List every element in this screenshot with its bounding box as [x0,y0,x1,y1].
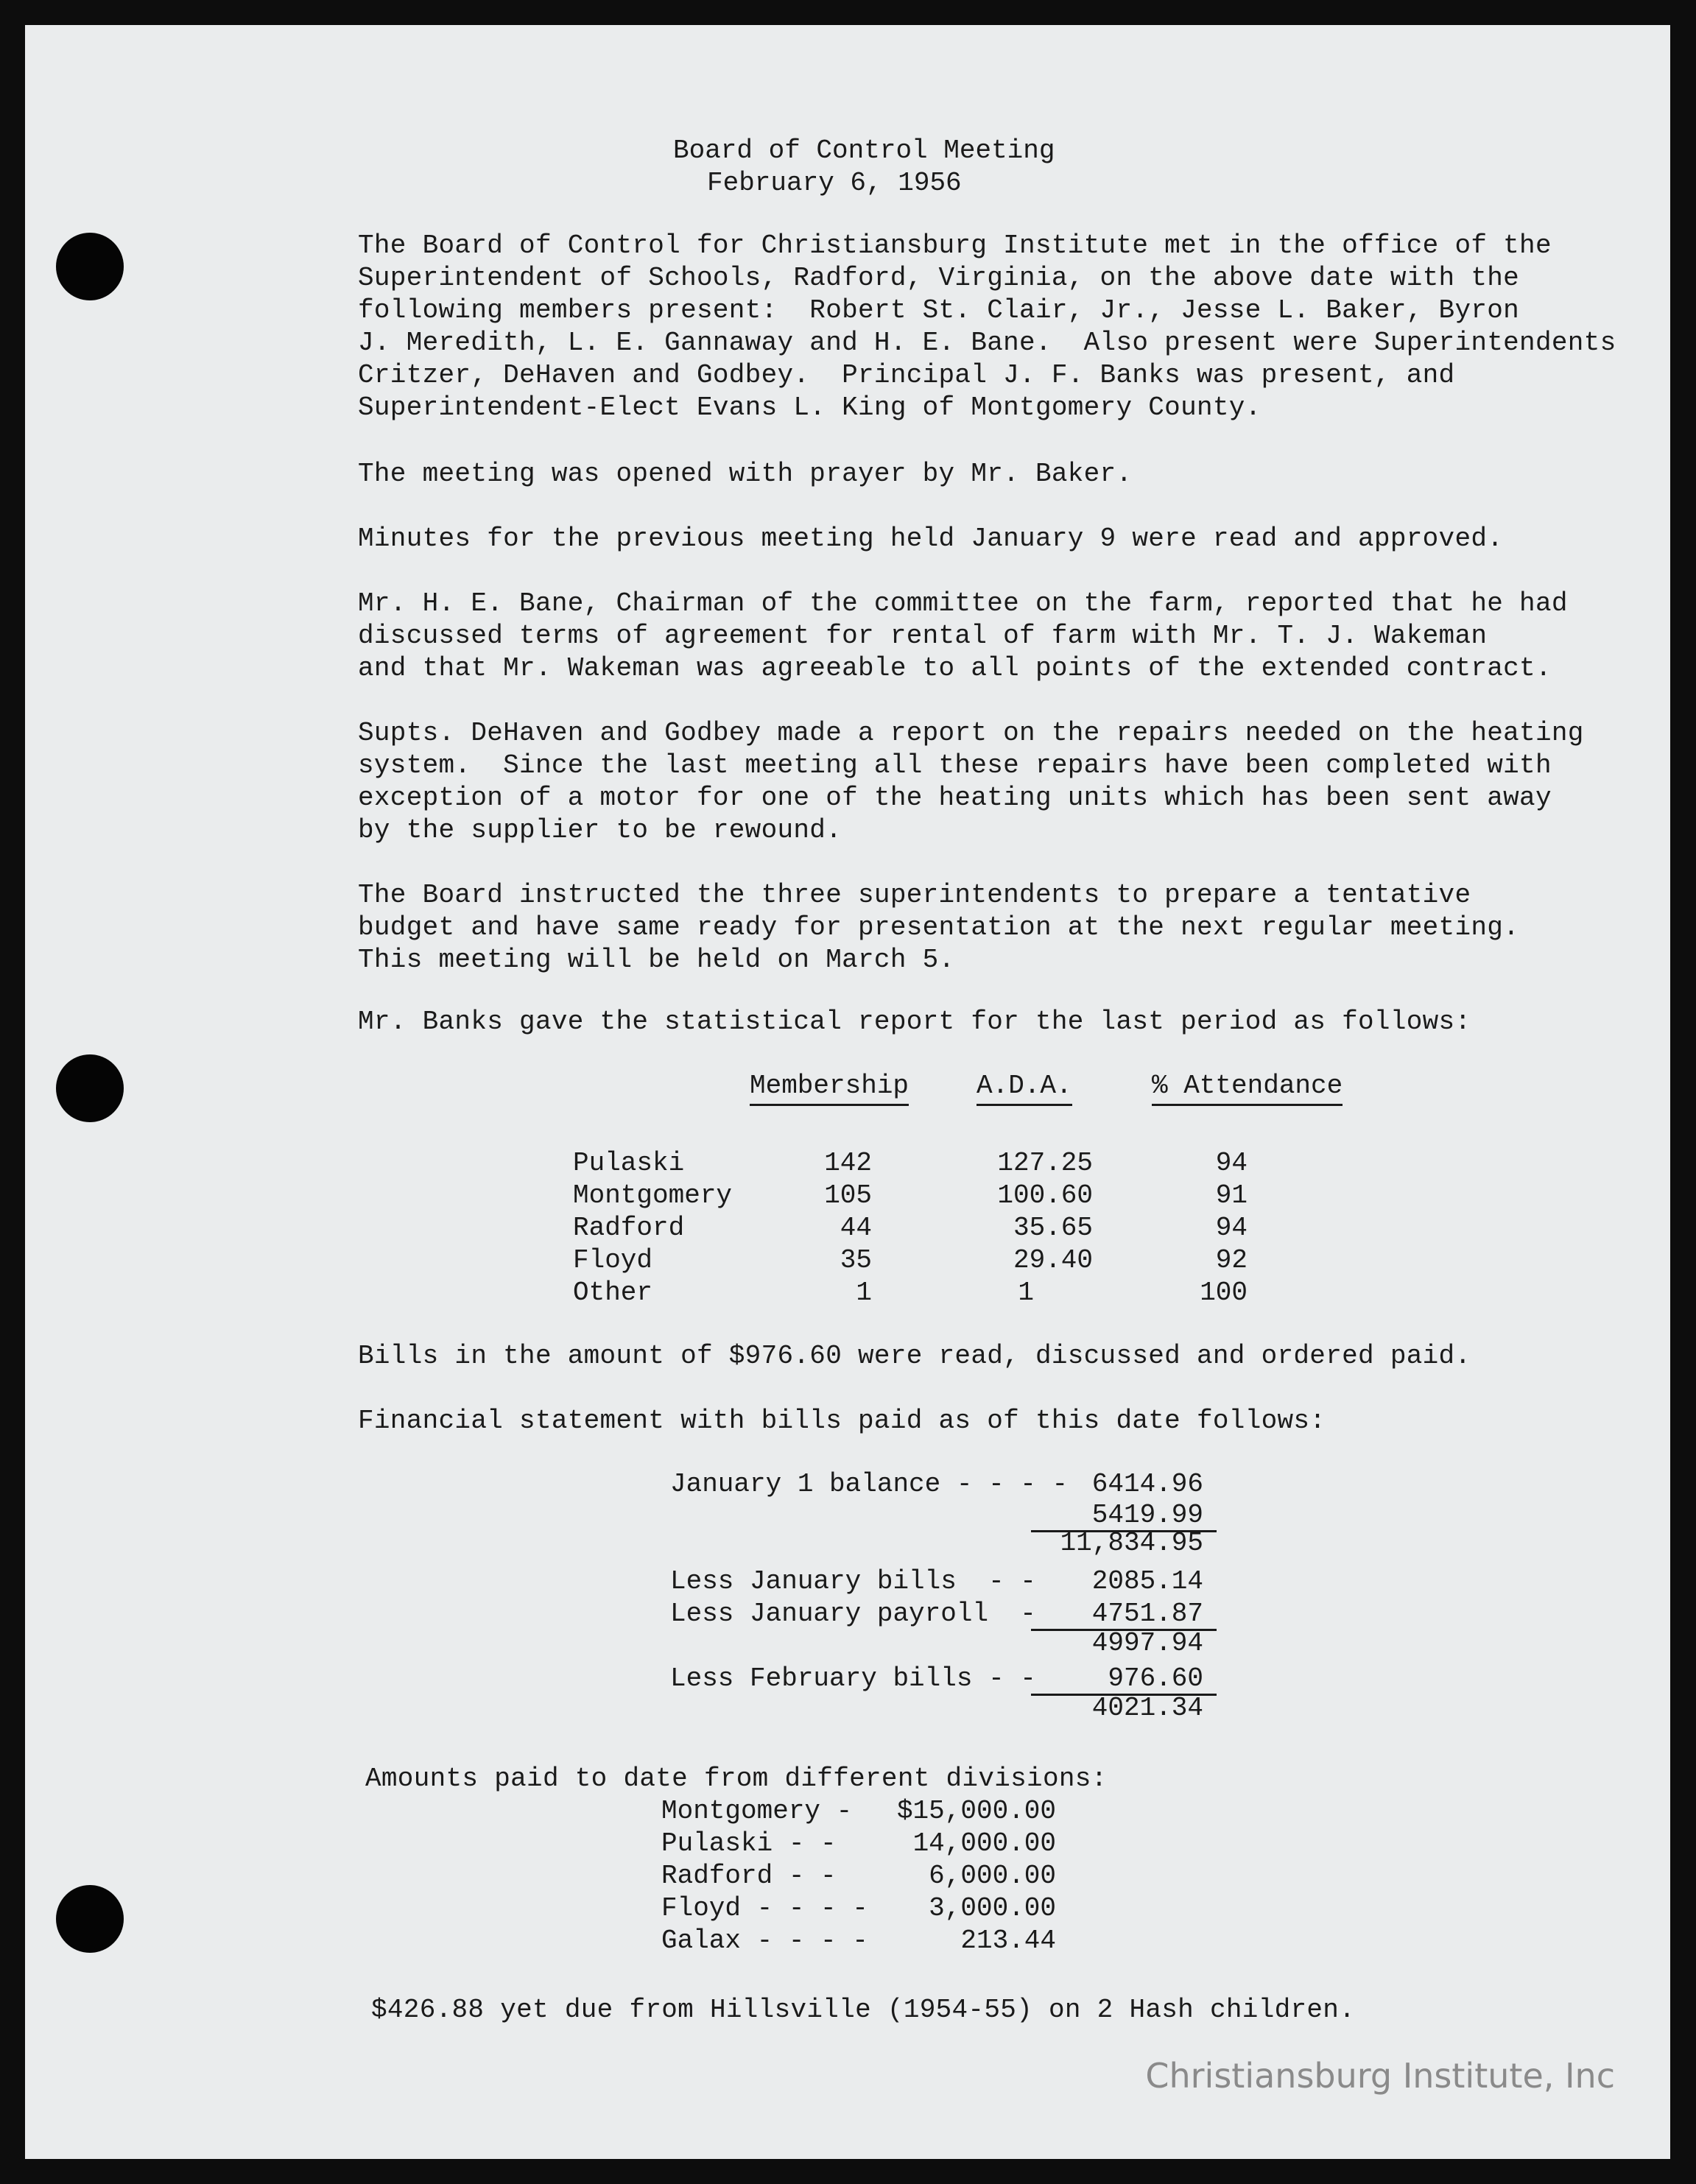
less-jan-bills-value: 2085.14 [1091,1566,1203,1596]
paragraph-minutes: Minutes for the previous meeting held January 9 were read and approved. [358,524,1504,554]
binder-hole-bottom [56,1885,124,1953]
document-title: Board of Control Meeting [673,135,1055,166]
paragraph-divisions-intro: Amounts paid to date from different divisions: [365,1764,1108,1794]
binder-hole-top [56,233,124,300]
less-jan-payroll-value: 4751.87 [1091,1599,1203,1629]
watermark: Christiansburg Institute, Inc [1145,2056,1615,2096]
header-membership: Membership [750,1071,909,1106]
less-feb-bills-label: Less February bills - - [670,1663,1036,1694]
paragraph-stats-intro: Mr. Banks gave the statistical report for the last period as follows: [358,1007,1471,1037]
binder-hole-middle [56,1054,124,1122]
less-jan-bills-label: Less January bills - - [670,1566,1036,1596]
paragraph-financial-intro: Financial statement with bills paid as of this date follows: [358,1406,1326,1436]
jan-balance-value: 6414.96 [1091,1469,1203,1499]
final-balance-value: 4021.34 [1091,1693,1203,1723]
header-ada: A.D.A. [977,1071,1072,1106]
header-attendance: % Attendance [1152,1071,1343,1106]
paragraph-hillsville: $426.88 yet due from Hillsville (1954-55) on 2 Hash children. [371,1995,1356,2025]
less-feb-bills-value: 976.60 [1108,1663,1203,1694]
document-page: Board of Control Meeting February 6, 1956 The Board of Control for Christiansburg Institute met in the office of the Superintendent of Schools, Radford, Virginia, on the above date with the following members present: Robert St. Clair, Jr., Jesse L. Baker, Byron J. Meredith, L. E. Gannaway and H. E. Bane. Also present were Superintendents Critzer, DeHaven and Godbey. Principal J. F. Banks was present, and Superintendent-Elect Evans L. King of Montgomery County. The meeting was opened with prayer by Mr. Baker. Minutes for the previous meeting held January 9 were read and approved. Mr. H. E. Bane, Chairman of the committee on the farm, reported that he had discussed terms of agreement for rental of farm with Mr. T. J. Wakeman and that Mr. Wakeman was agreeable to all points of the extended contract. Supts. DeHaven and Godbey made a report on the repairs needed on the heating system. Since the last meeting all these repairs have been completed with exception of a motor for one of the heating units which has been sent away by the supplier to be rewound. The Board instructed the three superintendents to prepare a tentative budget and have same ready for presentation at the next regular meeting. This meeting will be held on March 5. Mr. Banks gave the statistical report for the last period as follows: Membership A.D.A. % Attendance Pulaski 142 127.25 94 Montgomery 105 100.60 91 Radford 44 35.65 94 Floyd 35 29.40 92 Other 1 1 100 Bills in the amount of $976.60 were read, discussed and ordered paid. Financial statement with bills paid as of this date follows: January 1 balance - - - - 6414.96 5419.99 11,834.95 Less January bills - - 2085.14 Less January payroll - 4751.87 4997.94 Less February bills - - 976.60 4021.34 Amounts paid to date from different divisions: Montgomery - $15,000.00 Pulaski - - 14,000.00 Radford - - 6,000.00 Floyd - - - - 3,000.00 Galax - - - - 213.44 $426.88 yet due from Hillsville (1954-55) on 2 Hash children. [25,25,1670,2159]
subtotal-value: 11,834.95 [1060,1528,1203,1558]
addition-value: 5419.99 [1091,1500,1203,1530]
after-january-value: 4997.94 [1091,1628,1203,1658]
paragraph-bills: Bills in the amount of $976.60 were read, discussed and ordered paid. [358,1341,1471,1371]
document-date: February 6, 1956 [707,168,962,198]
paragraph-prayer: The meeting was opened with prayer by Mr. Baker. [358,459,1133,489]
less-jan-payroll-label: Less January payroll - [670,1599,1036,1629]
jan-balance-label: January 1 balance - - - - [670,1469,1069,1499]
